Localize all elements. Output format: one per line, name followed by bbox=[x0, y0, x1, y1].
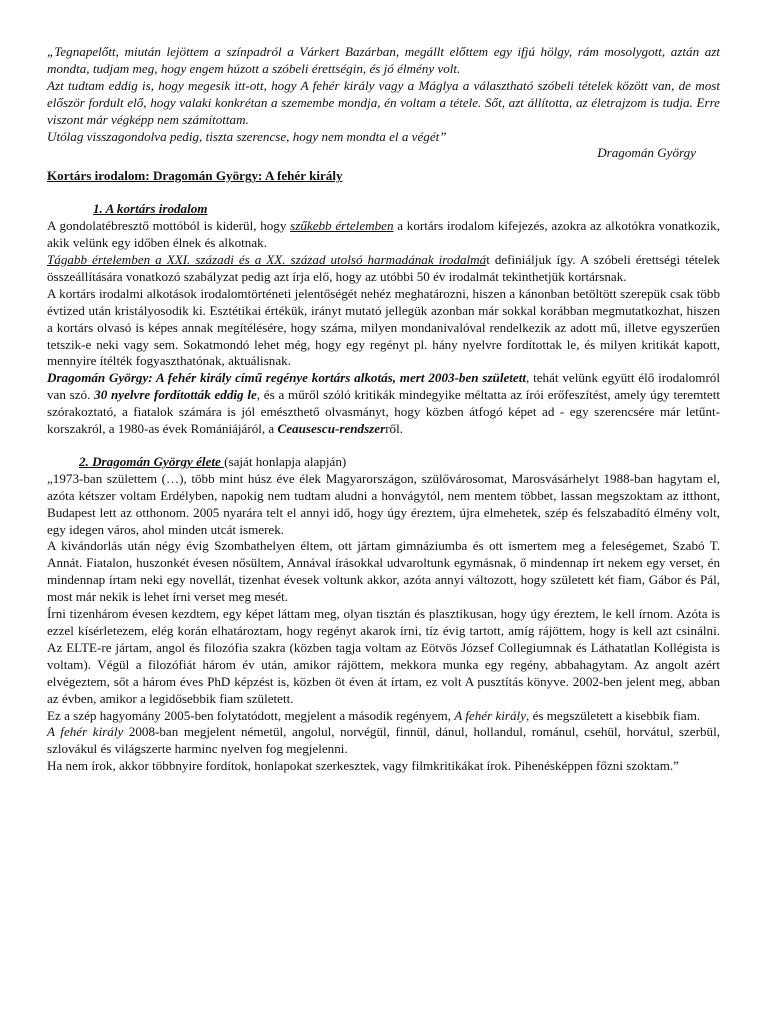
emphasis-broad-sense: Tágabb értelemben a XXI. századi és a XX. század utolsó harmadának irodalmá bbox=[47, 251, 487, 267]
emphasis-narrow-sense: szűkebb értelemben bbox=[290, 218, 394, 234]
emphasis-regime: Ceausescu-rendszer bbox=[277, 421, 386, 437]
quote-author: Dragomán György bbox=[597, 145, 696, 161]
text-run: , tehát velünk együtt élő irodalomról van szó. bbox=[47, 370, 720, 403]
section-2-heading bbox=[47, 454, 720, 471]
section-2-paragraph-3: Írni tizenhárom évesen kezdtem, egy képet láttam meg, olyan tisztán és plasztikusan, hogy úgy éreztem, le kell írnom. Azóta is ezzel kísérletezem, elég korán elhatároztam, hogy regényt akarok írni, tíz évig tartott, amíg rájöttem, hogy is kell azt csinálni. Az ELTE-re jártam, angol és filozófia szakra (közben tagja voltam az Eötvös József Collegiumnak és Láthatatlan Kollégista is voltam). Végül a filozófiát három év után, amikor rájöttem, mekkora munka egy regény, abbahagytam. Az angolt azért elvégeztem, sőt a három éves PhD képzést is, közben öt éven át írtam, ez volt A pusztítás könyve. 2002-ben jelent meg, abban az évben, amikor a legidősebbik fiam született. bbox=[47, 606, 720, 706]
section-2-paragraph-6: Ha nem írok, akkor többnyire fordítok, honlapokat szerkesztek, vagy filmkritikákat írok. Pihenésképpen főzni szoktam.” bbox=[47, 758, 679, 774]
section-2-paragraph-2: A kivándorlás után négy évig Szombathelyen éltem, ott jártam gimnáziumba és ott ismertem meg a feleségemet, Szabó T. Annát. Fiatalon, huszonkét évesen nősültem, Annával írásokkal udvaroltunk egymásnak, ő mindennap írt nekem egy verset, én mindennap írtam neki egy novellát, tizenhat évesek voltunk akkor, azóta annyi változott, hogy született két fiam, Gábor és Pál, most már nekik is lehet írni verset meg mesét. bbox=[47, 538, 720, 605]
book-title: A fehér király bbox=[454, 707, 527, 723]
section-1-paragraph-1 bbox=[47, 218, 720, 252]
text-run: t definiáljuk így. A szóbeli érettségi tételek összeállítására vonatkozó szabályzat pedig azt írja elő, hogy az utóbbi 50 év irodalmát tekinthetjük kortársnak. bbox=[47, 251, 720, 284]
quote-paragraph-2: Azt tudtam eddig is, hogy megesik itt-ott, hogy A fehér király vagy a Máglya a választható szóbeli tételek között van, de most először fordult elő, hogy valaki konkrétan a szemembe mondja, én voltam a tétele. Sőt, azt állította, az életrajzom is tudja. Erre viszont már végképp nem számítottam. bbox=[47, 77, 720, 127]
emphasis-novel-statement: Dragomán György: A fehér király című regénye kortárs alkotás, mert 2003-ben született bbox=[47, 370, 527, 386]
text-run: , és megszületett a kisebbik fiam. bbox=[526, 707, 701, 723]
text-run: 2008-ban megjelent németül, angolul, norvégül, finnül, dánul, hollandul, románul, csehül, horvátul, szerbül, szlovákul és világszerte harminc nyelven fog megjelenni. bbox=[47, 724, 720, 757]
document-title: Kortárs irodalom: Dragomán György: A fehér király bbox=[47, 168, 343, 184]
section-2-paragraph-4 bbox=[47, 708, 720, 725]
section-2-heading-label: 2. Dragomán György élete bbox=[79, 453, 225, 469]
quote-paragraph-3: Utólag visszagondolva pedig, tiszta szerencse, hogy nem mondta el a végét” bbox=[47, 128, 447, 144]
motto-quote bbox=[47, 44, 720, 162]
text-run: a kortárs irodalom kifejezés, azokra az alkotókra vonatkozik, akik velünk egy időben élnek és alkotnak. bbox=[47, 218, 721, 251]
emphasis-translations: 30 nyelvre fordították eddig le bbox=[94, 387, 257, 403]
book-title: A fehér király bbox=[47, 724, 124, 740]
section-1-paragraph-4 bbox=[47, 370, 720, 438]
section-2-paragraph-1: „1973-ban születtem (…), több mint húsz éve élek Magyarországon, szülővárosomat, Marosvásárhelyt 1988-ban hagytam el, azóta kétszer voltam Erdélyben, napokig nem tudtam aludni a honvágytól, nem mentem többet, lassan megszoktam az itthont, Budapest lett az otthonom. 2005 nyarára telt el annyi idő, hogy úgy éreztem, újra elmehetek, szép és felszabadító élmény volt, egy idegen város, ahol minden utcát ismerek. bbox=[47, 470, 720, 537]
text-run: Ez a szép hagyomány 2005-ben folytatódott, megjelent a második regényem, bbox=[47, 707, 455, 723]
section-1-paragraph-2 bbox=[47, 252, 720, 286]
quote-paragraph-1: „Tegnapelőtt, miután lejöttem a színpadról a Várkert Bazárban, megállt előttem egy ifjú hölgy, rám mosolygott, aztán azt mondta, tudjam meg, hogy engem húzott a szóbeli érettségin, és jó élmény volt. bbox=[47, 44, 720, 76]
text-run: , és a műről szóló kritikák mindegyike méltatta az írói erőfeszítést, amely úgy teremtett szórakoztató, a fiatalok számára is jól emészthető olvasmányt, hogy közben átfogó képet ad - egy szerencsére már letűnt- korszakról, a 1980-as évek Romániájáról, a bbox=[47, 387, 721, 437]
section-1-paragraph-3: A kortárs irodalmi alkotások irodalomtörténeti jelentőségét nehéz meghatározni, hiszen a kánonban betöltött szerepük csak több évtized után kristályosodik ki. Esztétikai értékük, irányt mutató jellegük azonban már sokkal korábban megmutatkozhat, hiszen a kortárs olvasó is képes annak megítélésére, hogy száma, milyen mondanivalóval rendelkezik az adott mű, illetve egyszerűen tetszik-e neki vagy sem. Sokatmondó lehet még, hogy egy regényt pl. hány nyelvre fordítottak le, és milyen kritikát kapott, mennyire ítélték fogyaszthatónak, aktuálisnak. bbox=[47, 285, 720, 369]
section-1-heading: 1. A kortárs irodalom bbox=[93, 201, 208, 217]
text-run: ről. bbox=[385, 421, 404, 437]
section-2-heading-suffix: (saját honlapja alapján) bbox=[224, 453, 347, 469]
section-2-paragraph-5 bbox=[47, 724, 720, 758]
text-run: A gondolatébresztő mottóból is kiderül, hogy bbox=[47, 218, 291, 234]
